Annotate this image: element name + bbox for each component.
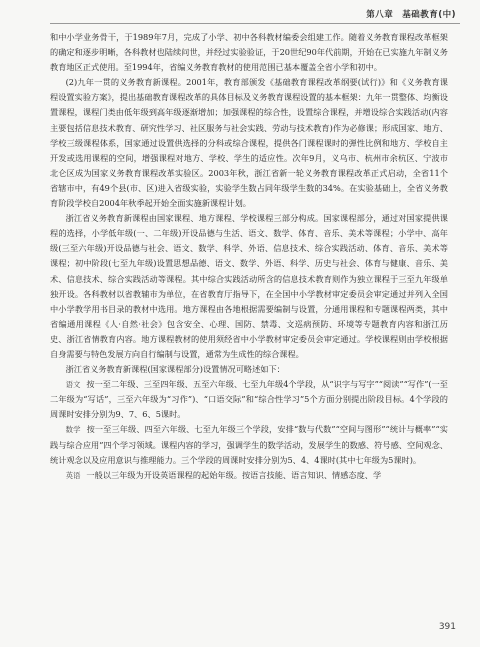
subject-term: 英语	[65, 470, 81, 480]
chapter-header: 第八章 基础教育(中)	[366, 10, 456, 20]
subject-term: 语文	[65, 380, 81, 390]
page-number: 391	[438, 622, 456, 632]
subject-text: 按一至三年级、四至六年级、七至九年级三个学段，安排“数与代数”“空间与图形”“统计与概率”“实践与综合应用”四个学习领域。课程内容的学习，强调学生的数学活动，发展学生的数感、符号感、空间观念、统计观念以及应用意识与推理能力。三个学段的周课时安排分别为5、4、4课时(其中七年级为5课时)。	[50, 424, 448, 465]
subject-paragraph-math	[50, 422, 448, 467]
subject-text: 一般以三年级为开设英语课程的起始年级。按语言技能、语言知识、情感态度、学	[86, 469, 382, 480]
subject-text: 按一至二年级、三至四年级、五至六年级、七至九年级4个学段，从“识字与写字”“阅读”“写作”(一至二年级为“写话”，三至六年级为“习作”)、“口语交际”和“综合性学习”5个方面分别提出阶段目标。4个学段的周课时安排分别为9、7、6、5课时。	[50, 379, 448, 420]
header-rule	[50, 23, 460, 24]
paragraph: (2)九年一贯的义务教育新课程。2001年，教育部颁发《基础教育课程改革纲要(试行)》和《义务教育课程设置实验方案》，提出基础教育课程改革的具体目标及义务教育课程设置的基本框架：九年一贯整体、均衡设置课程，课程门类由低年级到高年级逐渐增加；加强课程的综合性，设置综合课程，并增设综合实践活动(内容主要包括信息技术教育、研究性学习、社区服务与社会实践、劳动与技术教育)作为必修课；形成国家、地方、学校三级课程体系，国家通过设置供选择的分科或综合课程，提供各门课程课时的弹性比例和地方、学校自主开发或选用课程的空间，增强课程对地方、学校、学生的适应性。次年9月，义乌市、杭州市余杭区、宁波市北仑区成为国家义务教育课程改革实验区。2003年秋，浙江省新一轮义务教育课程改革正式启动，全省11个省辖市中，有49个县(市、区)进入省级实验，实验学生数占同年级学生数的34%。在实验基础上，全省义务教育阶段学校自2004年秋季起开始全面实施新课程计划。	[50, 77, 448, 209]
subject-paragraph-english	[50, 468, 448, 483]
subject-term: 数学	[65, 425, 81, 435]
subject-paragraph-chinese	[50, 377, 448, 422]
paragraph: 浙江省义务教育新课程由国家课程、地方课程、学校课程三部分构成。国家课程部分，通过对国家提供课程的选择，小学低年级(一、二年级)开设品德与生活、语文、数学、体育、音乐、美术等课程；小学中、高年级(三至六年级)开设品德与社会、语文、数学、科学、外语、信息技术、综合实践活动、体育、音乐、美术等课程；初中阶段(七至九年级)设置思想品德、语文、数学、外语、科学、历史与社会、体育与健康、音乐、美术、信息技术、综合实践活动等课程。其中综合实践活动所含的信息技术教育则作为独立课程于三至九年级单独开设。各科教材以省教辅市为单位，在省教育厅指导下，在全国中小学教材审定委员会审定通过并列入全国中小学教学用书目录的教材中选用。地方课程由各地根据需要编制与设置，分通用课程和专题课程两类，其中省编通用课程《人·自然·社会》包含安全、心理、国防、禁毒、文巡病预防、环境等专题教育内容和浙江历史、浙江省情教育内容。地方课程教材的使用须经省中小学教材审定委员会审定通过。学校课程则由学校根据自身需要与特色发展方向自行编制与设置，通常为生成性的综合课程。	[50, 213, 448, 359]
paragraph: 和中小学业务骨干，于1989年7月，完成了小学、初中各科教材编委会组建工作。随着义务教育课程改革框架的确定和逐步明晰，各科教材也陆续问世，并经过实验验证，于20世纪90年代前期，开始在已实施九年制义务教育地区正式使用。至1994年，省编义务教育教材的使用范围已基本覆盖全省小学和初中。	[50, 32, 448, 73]
paragraph: 浙江省义务教育新课程(国家课程部分)设置情况可略述如下：	[65, 364, 285, 375]
body-text	[50, 30, 448, 483]
